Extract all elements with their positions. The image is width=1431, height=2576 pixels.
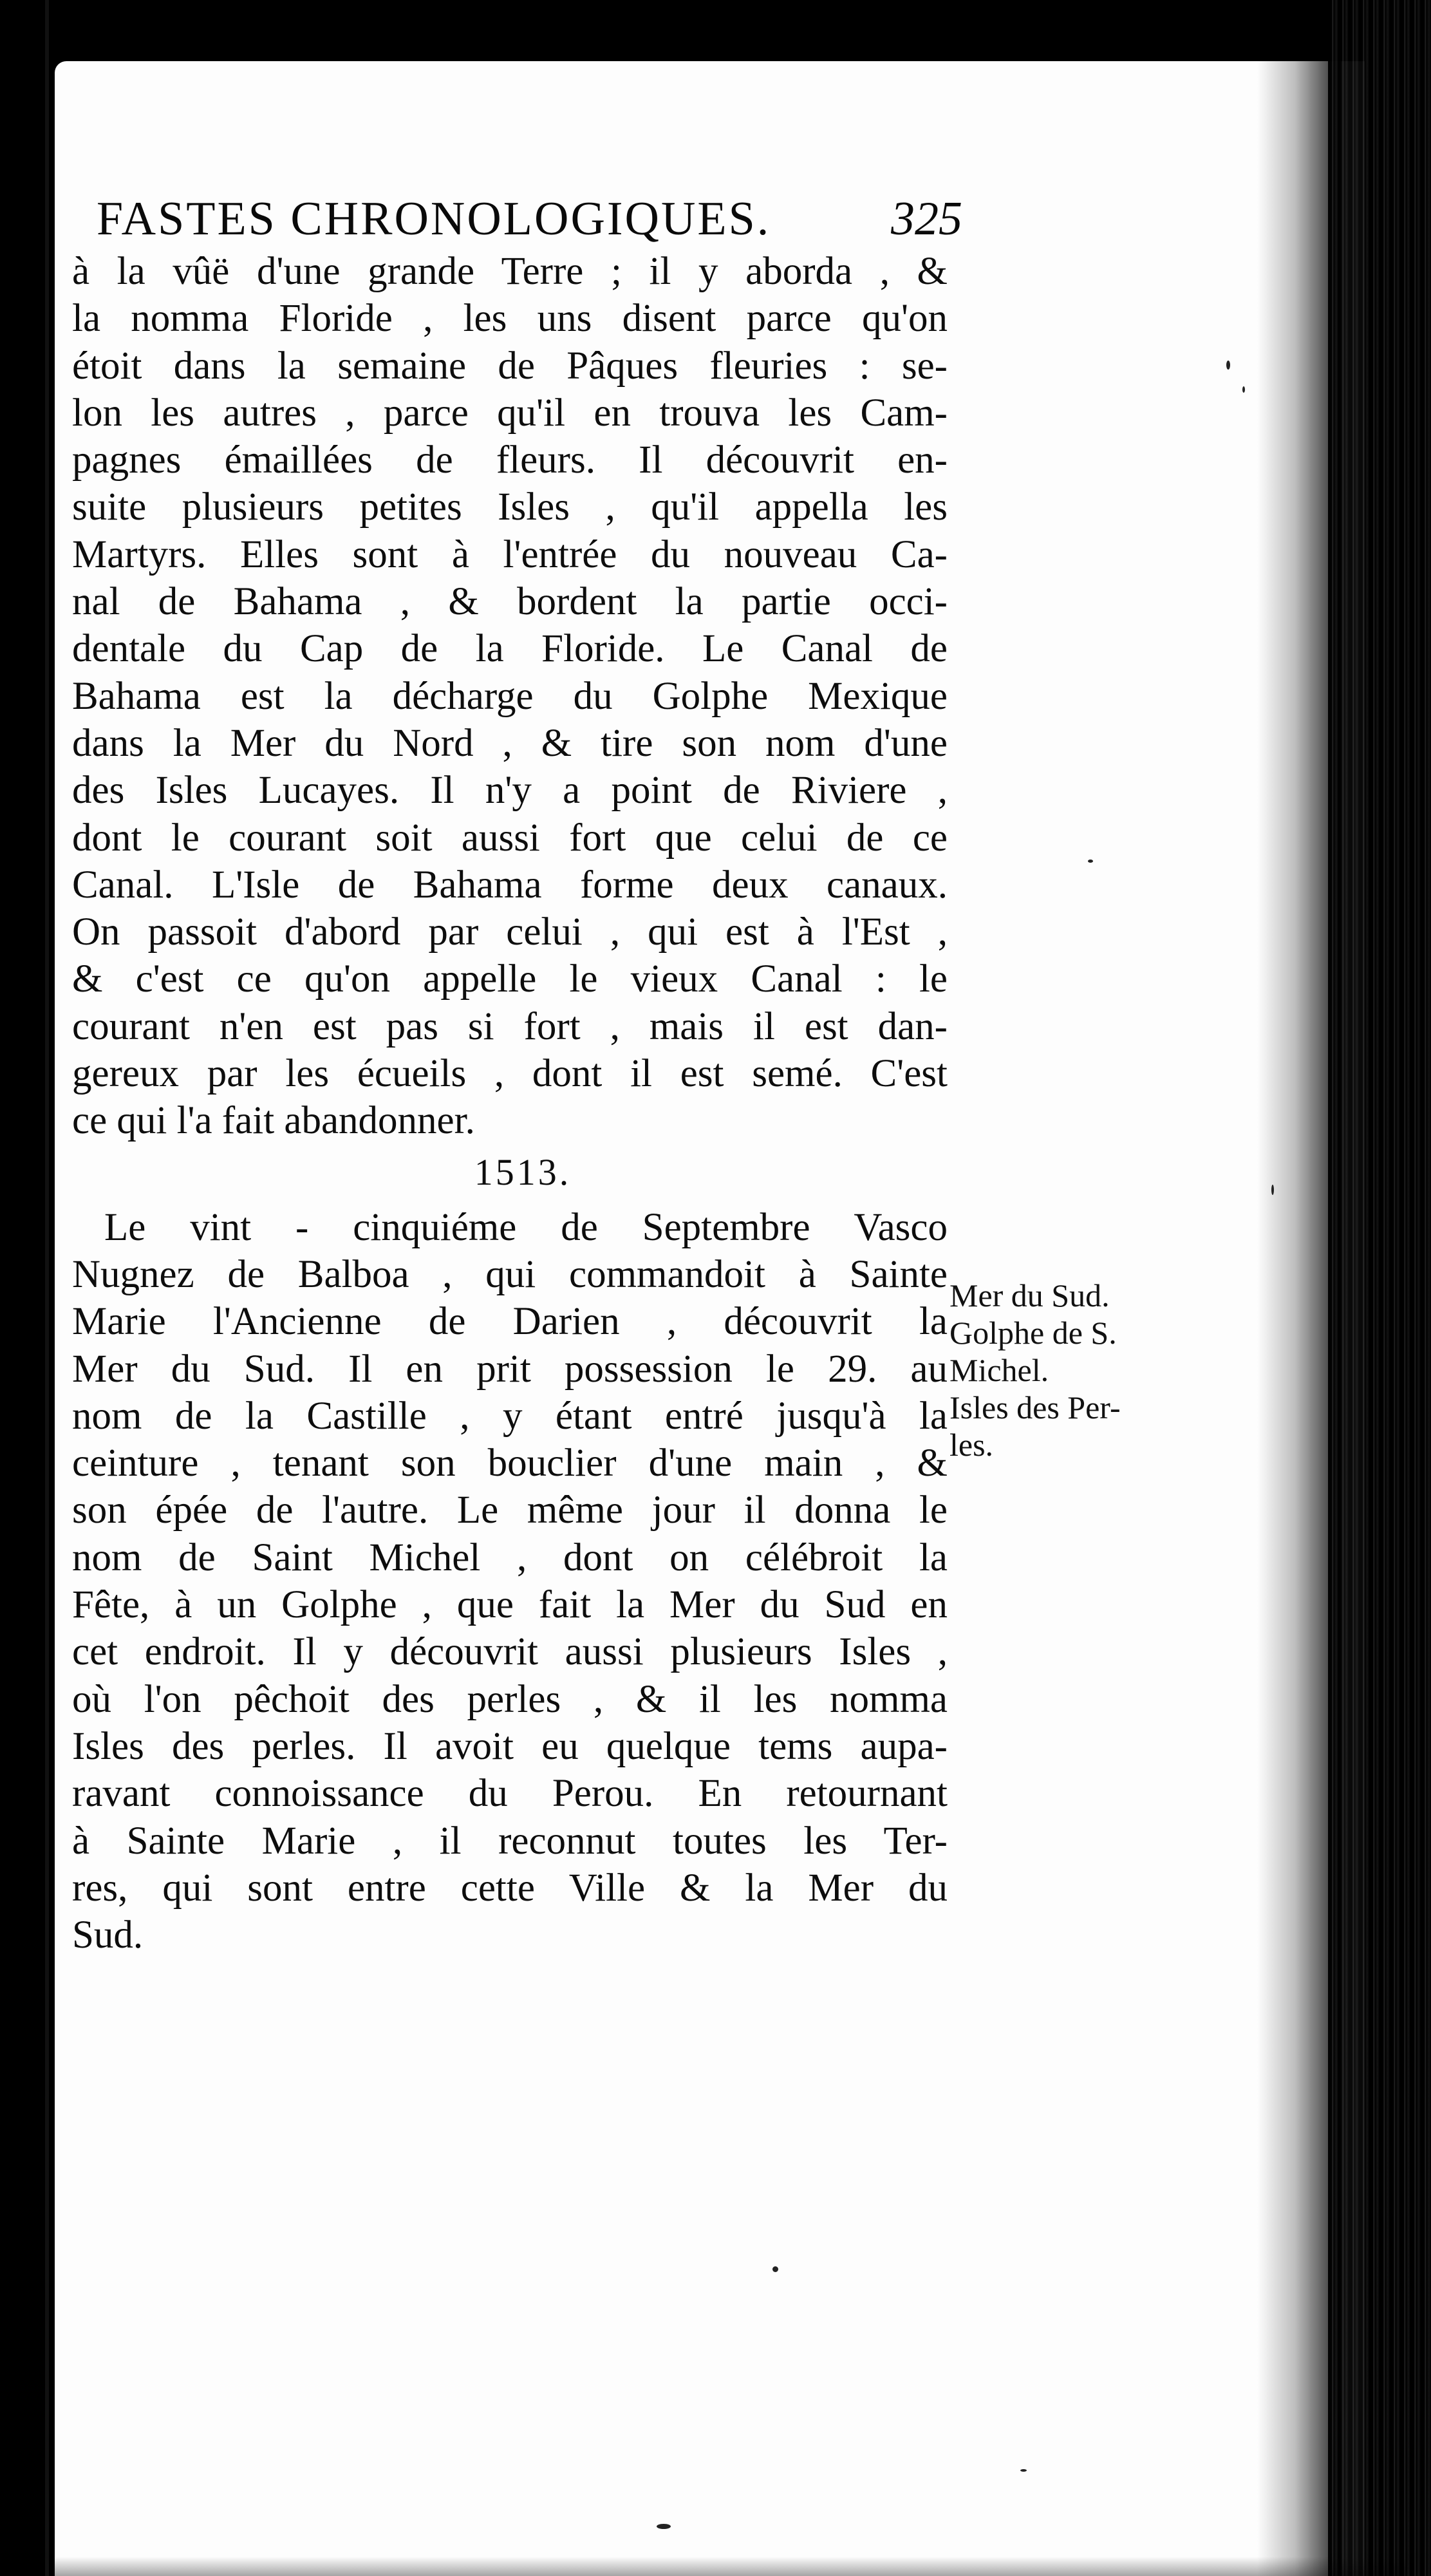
text-line: courant n'en est pas si fort , mais il est dan- (72, 1004, 948, 1048)
text-line: des Isles Lucayes. Il n'y a point de Riviere , (72, 769, 948, 813)
margin-note: Mer du Sud. (949, 1277, 1110, 1313)
text-line: res, qui sont entre cette Ville & la Mer du (72, 1866, 948, 1910)
margin-note: Michel. (949, 1352, 1049, 1388)
page-body (72, 248, 948, 1959)
text-line: Fête, à un Golphe , que fait la Mer du Sud en (72, 1583, 948, 1627)
page-number: 325 (891, 193, 962, 245)
text-line: Nugnez de Balboa , qui commandoit à Sainte (72, 1252, 948, 1296)
marginal-notes (949, 1277, 1181, 1463)
scan-speck (1226, 361, 1230, 370)
text-line: Martyrs. Elles sont à l'entrée du nouveau Ca- (72, 532, 948, 576)
text-line: Sud. (72, 1913, 144, 1957)
text-line: Isles des perles. Il avoit eu quelque tems aupa- (72, 1724, 948, 1768)
text-line: nom de la Castille , y étant entré jusqu'à la (72, 1394, 948, 1438)
text-line: On passoit d'abord par celui , qui est à l'Est , (72, 910, 948, 954)
year-heading: 1513. (474, 1151, 572, 1193)
page-header (97, 192, 962, 250)
text-line: ce qui l'a fait abandonner. (72, 1099, 475, 1143)
text-line: à la vûë d'une grande Terre ; il y aborda , & (72, 250, 948, 293)
text-line: Mer du Sud. Il en prit possession le 29. au (72, 1347, 948, 1391)
text-line: son épée de l'autre. Le même jour il donna le (72, 1489, 948, 1532)
margin-note: Golphe de S. (949, 1315, 1117, 1351)
text-line: dans la Mer du Nord , & tire son nom d'une (72, 721, 948, 765)
scan-speck (1271, 1185, 1274, 1195)
text-line: dont le courant soit aussi fort que celui de ce (72, 816, 948, 860)
text-line: où l'on pêchoit des perles , & il les nomma (72, 1677, 948, 1721)
text-line: nom de Saint Michel , dont on célébroit la (72, 1536, 948, 1579)
text-line: Bahama est la décharge du Golphe Mexique (72, 674, 948, 718)
margin-note: Isles des Per- (949, 1389, 1121, 1425)
paragraph-2 (72, 1204, 948, 1959)
scan-speck (1242, 386, 1245, 393)
text-line: étoit dans la semaine de Pâques fleuries : se- (72, 344, 948, 388)
scan-speck (772, 2266, 778, 2272)
text-line: pagnes émaillées de fleurs. Il découvrit en- (72, 438, 948, 482)
scan-bottom-edge (55, 2557, 1407, 2576)
running-head: FASTES CHRONOLOGIQUES. (97, 193, 771, 245)
text-line: Marie l'Ancienne de Darien , découvrit la (72, 1300, 948, 1344)
text-line: nal de Bahama , & bordent la partie occi- (72, 580, 948, 624)
text-line: cet endroit. Il y découvrit aussi plusieurs Isles , (72, 1630, 948, 1674)
text-line: lon les autres , parce qu'il en trouva les Cam- (72, 391, 948, 435)
text-line: & c'est ce qu'on appelle le vieux Canal : le (72, 957, 948, 1001)
text-line: à Sainte Marie , il reconnut toutes les Ter- (72, 1819, 948, 1863)
text-line: suite plusieurs petites Isles , qu'il appella les (72, 485, 948, 529)
text-line: ravant connoissance du Perou. En retournant (72, 1772, 948, 1816)
binding-line (45, 0, 49, 2576)
scan-speck (657, 2524, 671, 2529)
scan-right-edge (1328, 0, 1431, 2576)
text-line: gereux par les écueils , dont il est semé. C'est (72, 1052, 948, 1096)
margin-note: les. (949, 1427, 994, 1463)
scan-left-edge (0, 0, 14, 2576)
text-line: Le vint - cinquiéme de Septembre Vasco (104, 1205, 948, 1249)
scan-speck (1088, 860, 1093, 863)
text-line: Canal. L'Isle de Bahama forme deux canaux. (72, 863, 948, 907)
text-line: la nomma Floride , les uns disent parce qu'on (72, 297, 948, 341)
text-line: ceinture , tenant son bouclier d'une main , & (72, 1442, 948, 1485)
scan-speck (1020, 2469, 1027, 2472)
text-line: dentale du Cap de la Floride. Le Canal de (72, 627, 948, 671)
paragraph-1 (72, 248, 948, 1145)
